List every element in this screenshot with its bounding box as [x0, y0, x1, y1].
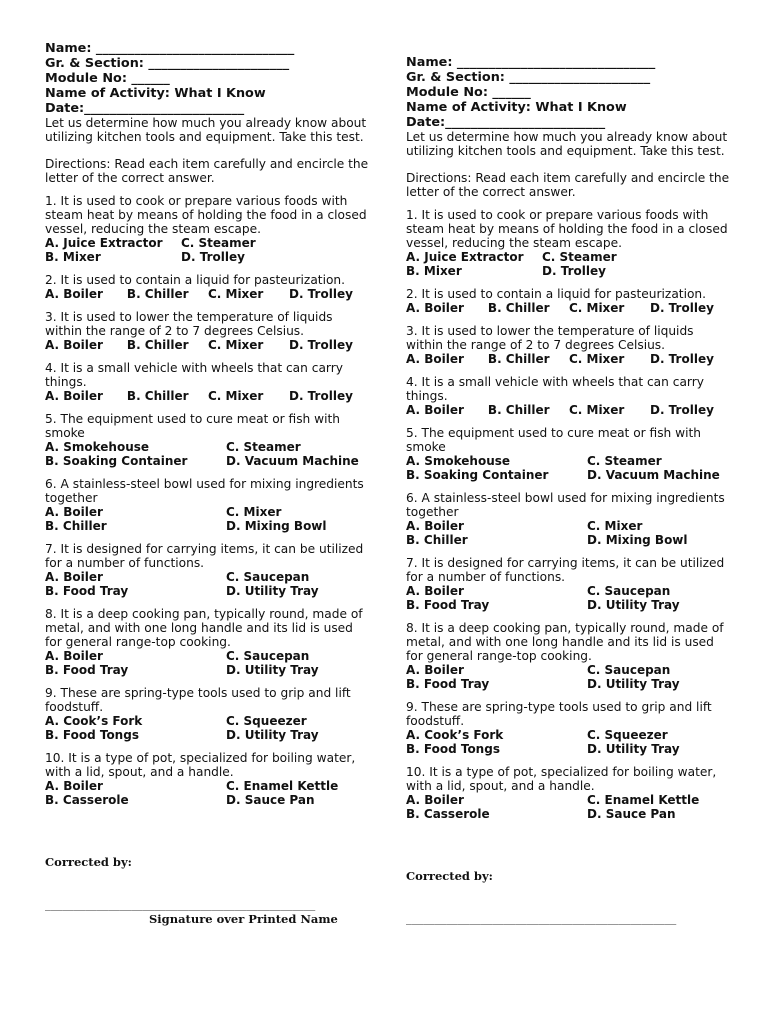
answer-option: B. Food Tray [406, 598, 490, 612]
options-row [406, 533, 731, 547]
question-item [45, 751, 370, 807]
question-text: 1. It is used to cook or prepare various foods with steam heat by means of holding the food in a closed vessel, reducing the steam escape. [406, 208, 728, 250]
answer-option: C. Enamel Kettle [587, 793, 700, 807]
answer-options [406, 793, 731, 821]
answer-options [45, 570, 370, 598]
answer-option: D. Trolley [649, 403, 714, 417]
answer-option: C. Mixer [207, 338, 264, 352]
answer-option: A. Boiler [45, 649, 103, 663]
answer-options [406, 584, 731, 612]
options-row [45, 779, 370, 793]
answer-options [406, 352, 731, 366]
question-text: 10. It is a type of pot, specialized for boiling water, with a lid, spout, and a handle. [45, 751, 356, 779]
options-row [406, 468, 731, 482]
worksheet-left [45, 41, 370, 926]
options-row [406, 264, 731, 278]
module-field: Module No: ______ [406, 85, 531, 100]
answer-option: A. Boiler [45, 338, 103, 352]
answer-option: A. Smokehouse [45, 440, 150, 454]
options-row [45, 505, 370, 519]
answer-option: C. Enamel Kettle [226, 779, 339, 793]
options-row [406, 403, 731, 417]
answer-options [45, 440, 370, 468]
answer-options [406, 519, 731, 547]
signature-line: _______________________________________________ [406, 911, 677, 925]
options-row [45, 793, 370, 807]
options-row [406, 793, 731, 807]
answer-option: A. Boiler [45, 389, 103, 403]
options-row [45, 236, 370, 250]
section-field: Gr. & Section: ______________________ [406, 70, 651, 85]
date-field: Date:_________________________ [406, 115, 606, 130]
options-row [406, 519, 731, 533]
question-item [406, 700, 731, 756]
options-row [406, 352, 731, 366]
answer-option: B. Casserole [45, 793, 129, 807]
answer-option: C. Steamer [542, 250, 617, 264]
question-item [45, 273, 370, 301]
question-item [406, 287, 731, 315]
answer-option: A. Cook’s Fork [406, 728, 504, 742]
question-item [406, 426, 731, 482]
answer-option: C. Mixer [587, 519, 643, 533]
options-row [406, 742, 731, 756]
answer-option: B. Soaking Container [406, 468, 549, 482]
signature-label: Signature over Printed Name [149, 912, 338, 926]
answer-option: B. Chiller [487, 403, 550, 417]
answer-option: C. Steamer [226, 440, 301, 454]
answer-option: C. Saucepan [226, 649, 310, 663]
answer-option: A. Boiler [406, 352, 464, 366]
options-row [45, 338, 370, 352]
question-item [406, 375, 731, 417]
answer-option: D. Trolley [542, 264, 606, 278]
answer-option: D. Trolley [288, 389, 353, 403]
question-item [45, 542, 370, 598]
date-field: Date:_________________________ [45, 101, 245, 116]
answer-options [45, 338, 370, 352]
question-text: 8. It is a deep cooking pan, typically round, made of metal, and with one long handle and its lid is used for general range-top cooking. [45, 607, 363, 649]
answer-options [406, 728, 731, 756]
question-item [406, 208, 731, 278]
answer-option: D. Utility Tray [226, 663, 319, 677]
answer-option: B. Mixer [406, 264, 462, 278]
answer-option: A. Boiler [406, 793, 464, 807]
question-item [406, 621, 731, 691]
answer-option: B. Food Tongs [406, 742, 500, 756]
answer-option: B. Chiller [487, 301, 550, 315]
answer-option: D. Sauce Pan [226, 793, 315, 807]
answer-option: D. Trolley [288, 287, 353, 301]
options-row [406, 598, 731, 612]
answer-option: D. Vacuum Machine [226, 454, 359, 468]
options-row [406, 250, 731, 264]
question-item [45, 607, 370, 677]
options-row [406, 677, 731, 691]
options-row [45, 584, 370, 598]
answer-option: A. Boiler [406, 584, 464, 598]
question-text: 4. It is a small vehicle with wheels that can carry things. [406, 375, 704, 403]
answer-option: C. Saucepan [587, 584, 671, 598]
question-item [406, 765, 731, 821]
answer-option: C. Saucepan [226, 570, 310, 584]
question-text: 7. It is designed for carrying items, it can be utilized for a number of functions. [45, 542, 364, 570]
answer-option: B. Chiller [406, 533, 468, 547]
answer-option: D. Utility Tray [587, 677, 680, 691]
answer-option: A. Smokehouse [406, 454, 511, 468]
options-row [45, 454, 370, 468]
answer-options [406, 454, 731, 482]
options-row [45, 250, 370, 264]
answer-option: D. Utility Tray [226, 584, 319, 598]
corrected-by-label: Corrected by: [406, 869, 493, 883]
answer-options [45, 389, 370, 403]
question-item [45, 361, 370, 403]
answer-option: B. Chiller [487, 352, 550, 366]
options-row [406, 663, 731, 677]
answer-option: B. Food Tray [45, 584, 129, 598]
question-item [406, 491, 731, 547]
activity-title: Name of Activity: What I Know [45, 86, 266, 101]
name-field: Name: _______________________________ [45, 41, 295, 56]
answer-option: C. Saucepan [587, 663, 671, 677]
question-text: 9. These are spring-type tools used to grip and lift foodstuff. [406, 700, 712, 728]
question-item [406, 324, 731, 366]
answer-options [406, 301, 731, 315]
answer-options [45, 236, 370, 264]
intro-text: Let us determine how much you already know about utilizing kitchen tools and equipment. Take this test. [45, 116, 367, 144]
options-row [45, 519, 370, 533]
activity-title: Name of Activity: What I Know [406, 100, 627, 115]
question-text: 9. These are spring-type tools used to grip and lift foodstuff. [45, 686, 351, 714]
question-text: 7. It is designed for carrying items, it can be utilized for a number of functions. [406, 556, 725, 584]
section-field: Gr. & Section: ______________________ [45, 56, 290, 71]
options-row [45, 570, 370, 584]
answer-option: B. Soaking Container [45, 454, 188, 468]
answer-option: C. Steamer [181, 236, 256, 250]
answer-option: A. Juice Extractor [45, 236, 163, 250]
answer-option: A. Boiler [406, 663, 464, 677]
question-text: 10. It is a type of pot, specialized for boiling water, with a lid, spout, and a handle. [406, 765, 717, 793]
answer-option: A. Boiler [45, 505, 103, 519]
answer-options [406, 250, 731, 278]
answer-option: A. Boiler [45, 779, 103, 793]
question-item [45, 310, 370, 352]
answer-options [45, 779, 370, 807]
corrected-by-label: Corrected by: [45, 855, 132, 869]
answer-option: C. Mixer [207, 287, 264, 301]
answer-option: D. Mixing Bowl [226, 519, 327, 533]
options-row [45, 728, 370, 742]
signature-line: _______________________________________________ [45, 897, 316, 911]
question-item [45, 686, 370, 742]
question-text: 2. It is used to contain a liquid for pasteurization. [406, 287, 707, 301]
question-text: 6. A stainless-steel bowl used for mixing ingredients together [406, 491, 725, 519]
intro-text: Let us determine how much you already know about utilizing kitchen tools and equipment. Take this test. [406, 130, 728, 158]
question-item [45, 412, 370, 468]
answer-option: D. Utility Tray [587, 742, 680, 756]
options-row [45, 389, 370, 403]
question-text: 4. It is a small vehicle with wheels that can carry things. [45, 361, 343, 389]
question-item [45, 194, 370, 264]
answer-option: B. Chiller [45, 519, 107, 533]
answer-option: D. Trolley [288, 338, 353, 352]
answer-options [45, 649, 370, 677]
worksheet-right [406, 55, 731, 925]
answer-option: B. Chiller [126, 338, 189, 352]
answer-option: C. Mixer [568, 352, 625, 366]
answer-option: B. Chiller [126, 287, 189, 301]
answer-option: A. Juice Extractor [406, 250, 524, 264]
options-row [45, 287, 370, 301]
options-row [406, 454, 731, 468]
answer-option: C. Steamer [587, 454, 662, 468]
answer-option: A. Boiler [406, 301, 464, 315]
question-text: 8. It is a deep cooking pan, typically round, made of metal, and with one long handle and its lid is used for general range-top cooking. [406, 621, 724, 663]
options-row [45, 714, 370, 728]
answer-option: D. Sauce Pan [587, 807, 676, 821]
answer-option: D. Vacuum Machine [587, 468, 720, 482]
question-text: 5. The equipment used to cure meat or fish with smoke [406, 426, 702, 454]
question-text: 5. The equipment used to cure meat or fish with smoke [45, 412, 341, 440]
answer-option: B. Food Tray [45, 663, 129, 677]
directions-text: Directions: Read each item carefully and encircle the letter of the correct answer. [45, 157, 369, 185]
answer-option: C. Squeezer [226, 714, 307, 728]
answer-option: B. Mixer [45, 250, 101, 264]
options-row [406, 807, 731, 821]
options-row [45, 649, 370, 663]
answer-option: D. Trolley [181, 250, 245, 264]
answer-options [45, 714, 370, 742]
question-text: 6. A stainless-steel bowl used for mixing ingredients together [45, 477, 364, 505]
answer-option: C. Mixer [568, 403, 625, 417]
answer-option: B. Food Tray [406, 677, 490, 691]
question-item [406, 556, 731, 612]
name-field: Name: _______________________________ [406, 55, 656, 70]
answer-option: A. Boiler [406, 403, 464, 417]
options-row [45, 663, 370, 677]
question-text: 3. It is used to lower the temperature of liquids within the range of 2 to 7 degrees Celsius. [45, 310, 333, 338]
answer-option: C. Mixer [207, 389, 264, 403]
question-text: 2. It is used to contain a liquid for pasteurization. [45, 273, 346, 287]
answer-option: D. Utility Tray [587, 598, 680, 612]
question-text: 1. It is used to cook or prepare various foods with steam heat by means of holding the food in a closed vessel, reducing the steam escape. [45, 194, 367, 236]
question-text: 3. It is used to lower the temperature of liquids within the range of 2 to 7 degrees Celsius. [406, 324, 694, 352]
answer-option: B. Casserole [406, 807, 490, 821]
answer-option: A. Boiler [45, 287, 103, 301]
answer-option: D. Mixing Bowl [587, 533, 688, 547]
options-row [406, 301, 731, 315]
answer-options [45, 505, 370, 533]
question-item [45, 477, 370, 533]
answer-option: C. Mixer [226, 505, 282, 519]
answer-option: B. Food Tongs [45, 728, 139, 742]
answer-options [406, 403, 731, 417]
module-field: Module No: ______ [45, 71, 170, 86]
answer-option: D. Utility Tray [226, 728, 319, 742]
options-row [406, 728, 731, 742]
options-row [45, 440, 370, 454]
answer-option: A. Cook’s Fork [45, 714, 143, 728]
answer-option: D. Trolley [649, 352, 714, 366]
answer-option: A. Boiler [406, 519, 464, 533]
answer-option: D. Trolley [649, 301, 714, 315]
answer-options [45, 287, 370, 301]
options-row [406, 584, 731, 598]
answer-options [406, 663, 731, 691]
answer-option: B. Chiller [126, 389, 189, 403]
directions-text: Directions: Read each item carefully and encircle the letter of the correct answer. [406, 171, 730, 199]
answer-option: C. Squeezer [587, 728, 668, 742]
answer-option: A. Boiler [45, 570, 103, 584]
answer-option: C. Mixer [568, 301, 625, 315]
